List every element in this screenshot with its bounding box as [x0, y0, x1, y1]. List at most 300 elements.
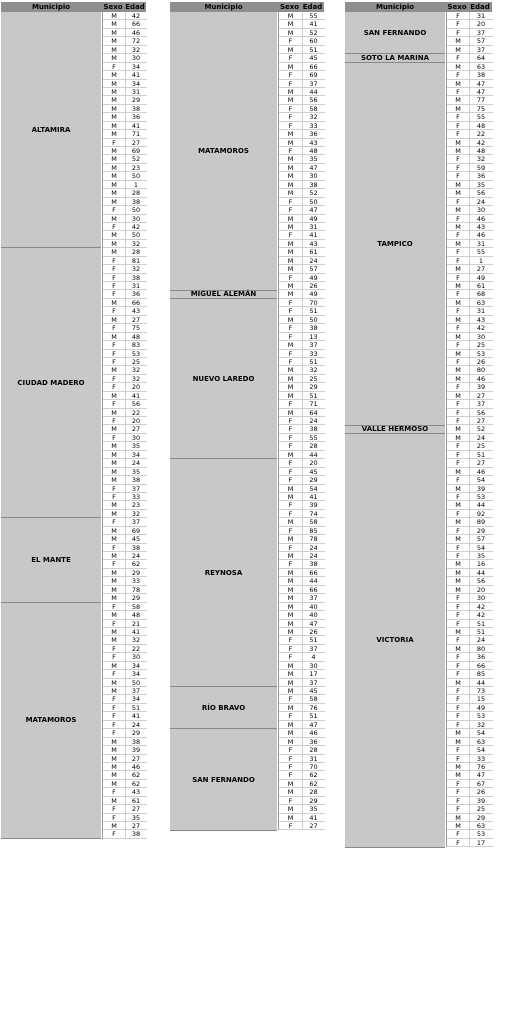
sexo-cell: F: [456, 324, 460, 333]
sexo-cell: M: [111, 737, 117, 746]
edad-cell: 61: [309, 248, 318, 257]
sexo-cell: F: [288, 197, 293, 206]
table-row: [447, 712, 493, 720]
table-row: [447, 788, 493, 796]
edad-cell: 30: [131, 214, 141, 223]
table-row: [279, 560, 325, 568]
table-row: [103, 721, 147, 729]
table-row: [103, 383, 147, 391]
edad-cell: 24: [476, 636, 486, 645]
edad-cell: 71: [309, 400, 318, 409]
edad-cell: 78: [131, 585, 141, 594]
table-row: [447, 729, 493, 737]
table-row: [447, 333, 493, 341]
sexo-cell: F: [456, 28, 460, 37]
edad-cell: 72: [131, 37, 141, 46]
edad-cell: 46: [309, 729, 318, 738]
sexo-cell: M: [455, 37, 461, 46]
edad-cell: 30: [309, 172, 318, 181]
edad-cell: 35: [309, 155, 318, 164]
sexo-cell: F: [456, 408, 460, 417]
table-row: [279, 181, 325, 189]
sexo-cell: F: [288, 712, 293, 721]
edad-cell: 27: [131, 138, 141, 147]
table-row: [103, 130, 147, 138]
sexo-cell: F: [288, 636, 293, 645]
sexo-cell: M: [455, 484, 461, 493]
edad-cell: 38: [309, 324, 318, 333]
table-row: [447, 299, 493, 307]
sexo-cell: F: [112, 729, 116, 738]
sexo-cell: F: [456, 307, 460, 316]
table-row: [447, 290, 493, 298]
edad-cell: 40: [309, 611, 318, 620]
sexo-cell: F: [288, 746, 293, 755]
table-row: [279, 434, 325, 442]
edad-cell: 36: [309, 737, 318, 746]
sexo-cell: F: [112, 619, 116, 628]
table-row: [279, 425, 325, 433]
header-sexo: Sexo: [279, 3, 300, 11]
edad-cell: 34: [131, 450, 141, 459]
sexo-cell: F: [456, 805, 460, 814]
table-row: [279, 29, 325, 37]
table-row: [103, 290, 147, 298]
sexo-cell: M: [455, 813, 461, 822]
table-row: [447, 560, 493, 568]
table-column-3: [345, 2, 492, 848]
sexo-cell: F: [288, 147, 293, 155]
sexo-cell: F: [288, 54, 293, 63]
table-row: [447, 451, 493, 459]
sexo-cell: M: [455, 535, 461, 544]
edad-cell: 50: [131, 678, 141, 687]
edad-cell: 24: [131, 552, 141, 560]
municipio-group: [170, 299, 277, 459]
edad-cell: 29: [309, 383, 318, 392]
edad-cell: 80: [476, 366, 486, 375]
sexo-cell: M: [455, 189, 461, 198]
table-row: [103, 468, 147, 476]
edad-cell: 64: [309, 408, 318, 417]
table-row: [103, 265, 147, 273]
table-row: [279, 299, 325, 307]
edad-cell: 70: [309, 298, 318, 307]
edad-cell: 42: [476, 611, 486, 620]
sexo-cell: M: [287, 96, 294, 105]
sexo-cell: F: [112, 518, 116, 527]
sexo-cell: M: [287, 138, 294, 147]
edad-cell: 83: [131, 341, 141, 350]
sexo-cell: F: [288, 425, 293, 434]
table-row: [447, 400, 493, 408]
edad-cell: 44: [476, 568, 486, 577]
edad-cell: 46: [131, 28, 141, 37]
sexo-cell: M: [455, 822, 461, 830]
edad-cell: 24: [309, 552, 318, 560]
edad-cell: 29: [131, 729, 141, 738]
edad-cell: 26: [476, 788, 486, 797]
edad-cell: 57: [476, 535, 486, 544]
table-row: [103, 729, 147, 737]
sexo-cell: M: [111, 239, 117, 248]
sexo-cell: F: [456, 687, 460, 695]
sexo-cell: F: [288, 273, 293, 282]
table-row: [103, 316, 147, 324]
sexo-cell: F: [112, 374, 116, 383]
sexo-cell: F: [288, 467, 293, 476]
header-edad: Edad: [125, 3, 145, 11]
edad-cell: 48: [131, 611, 141, 620]
edad-cell: 21: [131, 619, 141, 628]
table-row: [447, 12, 493, 20]
sexo-cell: M: [287, 383, 294, 392]
sexo-cell: M: [287, 611, 294, 620]
sexo-cell: F: [288, 104, 293, 113]
edad-cell: 30: [476, 594, 486, 603]
sexo-cell: F: [456, 476, 460, 485]
table-row: [103, 96, 147, 104]
table-row: [447, 155, 493, 163]
edad-cell: 51: [131, 703, 141, 712]
table-row: [103, 830, 147, 838]
edad-cell: 25: [476, 442, 486, 451]
table-row: [279, 670, 325, 678]
sexo-cell: F: [112, 543, 116, 552]
table-row: [279, 122, 325, 130]
edad-cell: 30: [476, 332, 486, 341]
sexo-cell: M: [455, 45, 461, 54]
edad-cell: 29: [476, 526, 486, 535]
table-row: [103, 459, 147, 467]
edad-cell: 55: [476, 113, 486, 122]
sexo-cell: M: [111, 476, 117, 485]
table-row: [103, 215, 147, 223]
sexo-cell: M: [287, 28, 294, 37]
table-row: [279, 535, 325, 543]
sexo-cell: M: [111, 585, 117, 594]
edad-cell: 47: [476, 79, 486, 88]
edad-cell: 41: [131, 121, 141, 130]
table-row: [447, 257, 493, 265]
edad-cell: 44: [309, 577, 318, 586]
table-row: [279, 755, 325, 763]
table-row: [103, 63, 147, 71]
sexo-cell: M: [455, 282, 461, 290]
sexo-cell: M: [287, 239, 294, 248]
table-row: [447, 54, 493, 62]
sexo-cell: F: [456, 54, 460, 63]
table-column-2: [170, 2, 324, 831]
table-row: [103, 569, 147, 577]
table-row: [103, 223, 147, 231]
sexo-cell: M: [455, 265, 461, 274]
table-row: [103, 425, 147, 433]
edad-cell: 58: [309, 518, 318, 527]
table-row: [279, 155, 325, 163]
edad-cell: 45: [309, 467, 318, 476]
header-sexo: Sexo: [103, 3, 123, 11]
edad-cell: 24: [309, 417, 318, 425]
table-row: [103, 594, 147, 602]
sexo-cell: F: [112, 788, 116, 797]
sexo-cell: M: [287, 391, 294, 400]
edad-cell: 20: [131, 417, 141, 425]
table-row: [103, 822, 147, 830]
edad-cell: 37: [131, 484, 141, 493]
sexo-cell: M: [287, 535, 294, 544]
edad-cell: 52: [476, 425, 486, 434]
edad-cell: 38: [131, 476, 141, 485]
sexo-cell: F: [456, 341, 460, 350]
sexo-cell: F: [288, 526, 293, 535]
sexo-cell: F: [456, 594, 460, 603]
table-row: [103, 738, 147, 746]
edad-cell: 61: [476, 282, 486, 290]
table-row: [103, 231, 147, 239]
edad-cell: 53: [476, 349, 486, 358]
edad-cell: 35: [476, 552, 486, 560]
sexo-cell: M: [111, 636, 117, 645]
sexo-cell: F: [456, 492, 460, 501]
municipio-group: [170, 459, 277, 687]
table-row: [103, 544, 147, 552]
sexo-cell: M: [455, 298, 461, 307]
municipio-name: CIUDAD MADERO: [17, 378, 85, 387]
table-row: [103, 299, 147, 307]
edad-cell: 41: [131, 627, 141, 636]
edad-cell: 45: [131, 535, 141, 544]
edad-cell: 30: [131, 653, 141, 662]
table-row: [279, 400, 325, 408]
edad-cell: 43: [309, 138, 318, 147]
sexo-cell: M: [287, 189, 294, 198]
edad-cell: 32: [309, 366, 318, 375]
sexo-cell: F: [288, 400, 293, 409]
edad-cell: 66: [131, 298, 141, 307]
municipio-group: [1, 12, 101, 248]
sexo-cell: F: [288, 543, 293, 552]
edad-cell: 41: [131, 712, 141, 721]
table-row: [279, 577, 325, 585]
sexo-cell: M: [111, 391, 117, 400]
sexo-cell: M: [111, 425, 117, 434]
edad-cell: 24: [476, 433, 486, 442]
edad-cell: 54: [476, 543, 486, 552]
edad-cell: 63: [476, 298, 486, 307]
table-row: [103, 476, 147, 484]
edad-cell: 66: [309, 62, 318, 71]
table-row: [279, 544, 325, 552]
table-row: [447, 164, 493, 172]
municipio-name: MATAMOROS: [198, 146, 249, 155]
table-row: [447, 181, 493, 189]
sexo-cell: F: [288, 324, 293, 333]
table-row: [103, 797, 147, 805]
edad-cell: 37: [131, 687, 141, 695]
table-row: [103, 485, 147, 493]
edad-cell: 48: [131, 332, 141, 341]
sexo-cell: M: [287, 729, 294, 738]
edad-cell: 75: [131, 324, 141, 333]
municipio-group: [170, 687, 277, 729]
table-row: [103, 814, 147, 822]
table-row: [447, 518, 493, 526]
edad-cell: 58: [131, 602, 141, 611]
table-row: [447, 468, 493, 476]
edad-cell: 13: [309, 332, 318, 341]
edad-cell: 38: [131, 543, 141, 552]
table-row: [103, 535, 147, 543]
table-row: [279, 704, 325, 712]
table-row: [279, 333, 325, 341]
sexo-cell: F: [112, 400, 116, 409]
table-row: [279, 611, 325, 619]
sexo-cell: M: [287, 172, 294, 181]
edad-cell: 57: [309, 265, 318, 274]
table-header: [170, 2, 324, 12]
table-row: [279, 307, 325, 315]
edad-cell: 31: [476, 12, 486, 20]
edad-cell: 63: [476, 62, 486, 71]
sexo-cell: M: [111, 779, 117, 788]
sexo-cell: M: [111, 71, 117, 80]
sexo-cell: F: [112, 712, 116, 721]
sexo-cell: F: [456, 290, 460, 299]
sexo-cell: F: [288, 298, 293, 307]
edad-cell: 51: [309, 712, 318, 721]
sexo-cell: M: [111, 467, 117, 476]
table-row: [447, 687, 493, 695]
edad-cell: 34: [131, 79, 141, 88]
municipio-name: EL MANTE: [31, 556, 71, 565]
header-municipio: Municipio: [375, 3, 415, 11]
table-row: [279, 603, 325, 611]
sexo-cell: M: [287, 87, 294, 96]
edad-cell: 20: [476, 585, 486, 594]
sexo-cell: F: [112, 349, 116, 358]
edad-cell: 54: [476, 729, 486, 738]
sexo-cell: F: [456, 543, 460, 552]
sexo-cell: M: [455, 366, 461, 375]
sexo-cell: M: [287, 374, 294, 383]
edad-cell: 29: [309, 476, 318, 485]
table-row: [103, 307, 147, 315]
sexo-cell: F: [288, 121, 293, 130]
table-row: [103, 636, 147, 644]
edad-cell: 51: [309, 391, 318, 400]
sexo-cell: M: [287, 720, 294, 729]
table-row: [279, 459, 325, 467]
edad-cell: 77: [476, 96, 486, 105]
edad-cell: 20: [131, 383, 141, 392]
table-row: [447, 839, 493, 847]
table-row: [447, 248, 493, 256]
table-row: [447, 780, 493, 788]
table-row: [447, 425, 493, 433]
sexo-cell: M: [287, 180, 294, 189]
table-row: [279, 712, 325, 720]
edad-cell: 51: [309, 307, 318, 316]
edad-cell: 40: [309, 602, 318, 611]
sexo-cell: F: [456, 619, 460, 628]
data-rows: [446, 12, 493, 847]
sexo-cell: F: [456, 12, 460, 20]
edad-cell: 78: [309, 535, 318, 544]
sexo-cell: F: [456, 602, 460, 611]
edad-cell: 26: [476, 357, 486, 366]
sexo-cell: M: [455, 239, 461, 248]
table-row: [279, 290, 325, 298]
table-row: [103, 198, 147, 206]
table-row: [279, 636, 325, 644]
sexo-cell: F: [456, 256, 460, 265]
edad-cell: 53: [476, 830, 486, 839]
table-row: [103, 493, 147, 501]
table-row: [103, 603, 147, 611]
municipio-name: MATAMOROS: [25, 716, 77, 725]
table-row: [279, 476, 325, 484]
edad-cell: 66: [476, 661, 486, 670]
edad-cell: 55: [476, 248, 486, 257]
sexo-cell: M: [287, 552, 294, 560]
data-rows: [278, 12, 325, 830]
table-header: [345, 2, 492, 12]
municipio-name: SAN FERNANDO: [363, 28, 427, 37]
table-row: [279, 113, 325, 121]
edad-cell: 57: [476, 37, 486, 46]
edad-cell: 27: [131, 805, 141, 814]
edad-cell: 39: [476, 484, 486, 493]
sexo-cell: F: [112, 256, 116, 265]
edad-cell: 56: [131, 400, 141, 409]
table-row: [447, 223, 493, 231]
edad-cell: 39: [309, 501, 318, 510]
edad-cell: 17: [309, 670, 318, 679]
sexo-cell: M: [455, 737, 461, 746]
table-row: [279, 586, 325, 594]
edad-cell: 47: [309, 163, 318, 172]
sexo-cell: M: [287, 805, 294, 814]
sexo-cell: F: [288, 113, 293, 122]
sexo-cell: F: [112, 560, 116, 569]
table-row: [103, 628, 147, 636]
table-row: [447, 324, 493, 332]
table-row: [103, 358, 147, 366]
sexo-cell: F: [112, 695, 116, 704]
sexo-cell: F: [456, 552, 460, 560]
table-row: [103, 105, 147, 113]
edad-cell: 37: [309, 594, 318, 603]
table-row: [447, 409, 493, 417]
edad-cell: 63: [476, 822, 486, 830]
table-row: [447, 122, 493, 130]
table-row: [103, 662, 147, 670]
municipio-column: [1, 12, 101, 839]
edad-cell: 53: [476, 712, 486, 721]
sexo-cell: M: [111, 754, 117, 763]
table-row: [103, 172, 147, 180]
table-row: [447, 797, 493, 805]
edad-cell: 32: [131, 239, 141, 248]
sexo-cell: F: [112, 813, 116, 822]
edad-cell: 25: [309, 374, 318, 383]
table-row: [447, 20, 493, 28]
table-row: [279, 814, 325, 822]
sexo-cell: M: [287, 450, 294, 459]
table-row: [447, 231, 493, 239]
edad-cell: 31: [131, 282, 141, 290]
